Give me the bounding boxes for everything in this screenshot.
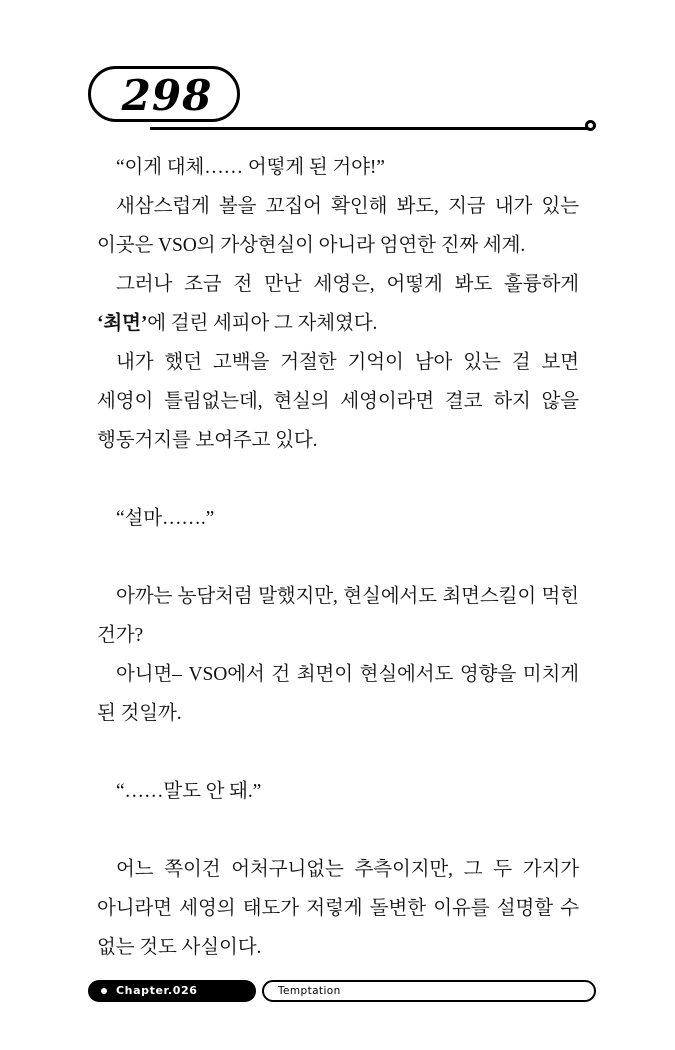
page-number: 298: [121, 71, 213, 120]
paragraph: 아니면– VSO에서 건 최면이 현실에서도 영향을 미치게 된 것일까.: [97, 664, 579, 724]
paragraph: 새삼스럽게 볼을 꼬집어 확인해 봐도, 지금 내가 있는 이곳은 VSO의 가상현실이 아니라 엄연한 진짜 세계.: [97, 196, 579, 256]
page-footer: [0, 980, 675, 1012]
paragraph: “……말도 안 돼.”: [116, 781, 262, 802]
paragraph: “설마…….”: [116, 508, 215, 529]
paragraph-text-before: 그러나 조금 전 만난 세영은, 어떻게 봐도 훌륭하게: [116, 274, 579, 295]
paragraph: 어느 쪽이건 어처구니없는 추측이지만, 그 두 가지가 아니라면 세영의 태도가 저렇게 돌변한 이유를 설명할 수 없는 것도 사실이다.: [97, 859, 579, 958]
emphasis-text: ‘최면’: [97, 313, 148, 334]
paragraph: 내가 했던 고백을 거절한 기억이 남아 있는 걸 보면 세영이 틀림없는데, 현실의 세영이라면 결코 하지 않을 행동거지를 보여주고 있다.: [97, 352, 579, 451]
page-header: [0, 66, 675, 136]
chapter-title-label: Temptation: [278, 985, 341, 997]
paragraph: 아까는 농담처럼 말했지만, 현실에서도 최면스킬이 먹힌 건가?: [97, 586, 579, 646]
paragraph: [97, 265, 579, 343]
page-number-badge: [88, 66, 240, 122]
paragraph-text-after: 에 걸린 세피아 그 자체였다.: [147, 313, 378, 334]
paragraph: “이게 대체…… 어떻게 된 거야!”: [116, 157, 385, 178]
end-dot-icon: [585, 120, 596, 131]
bullet-icon: [101, 988, 107, 994]
chapter-label: Chapter.026: [116, 984, 198, 997]
chapter-badge: [88, 980, 256, 1002]
body-text: [97, 148, 579, 967]
header-rule: [150, 127, 590, 130]
chapter-title-badge: [262, 980, 596, 1002]
